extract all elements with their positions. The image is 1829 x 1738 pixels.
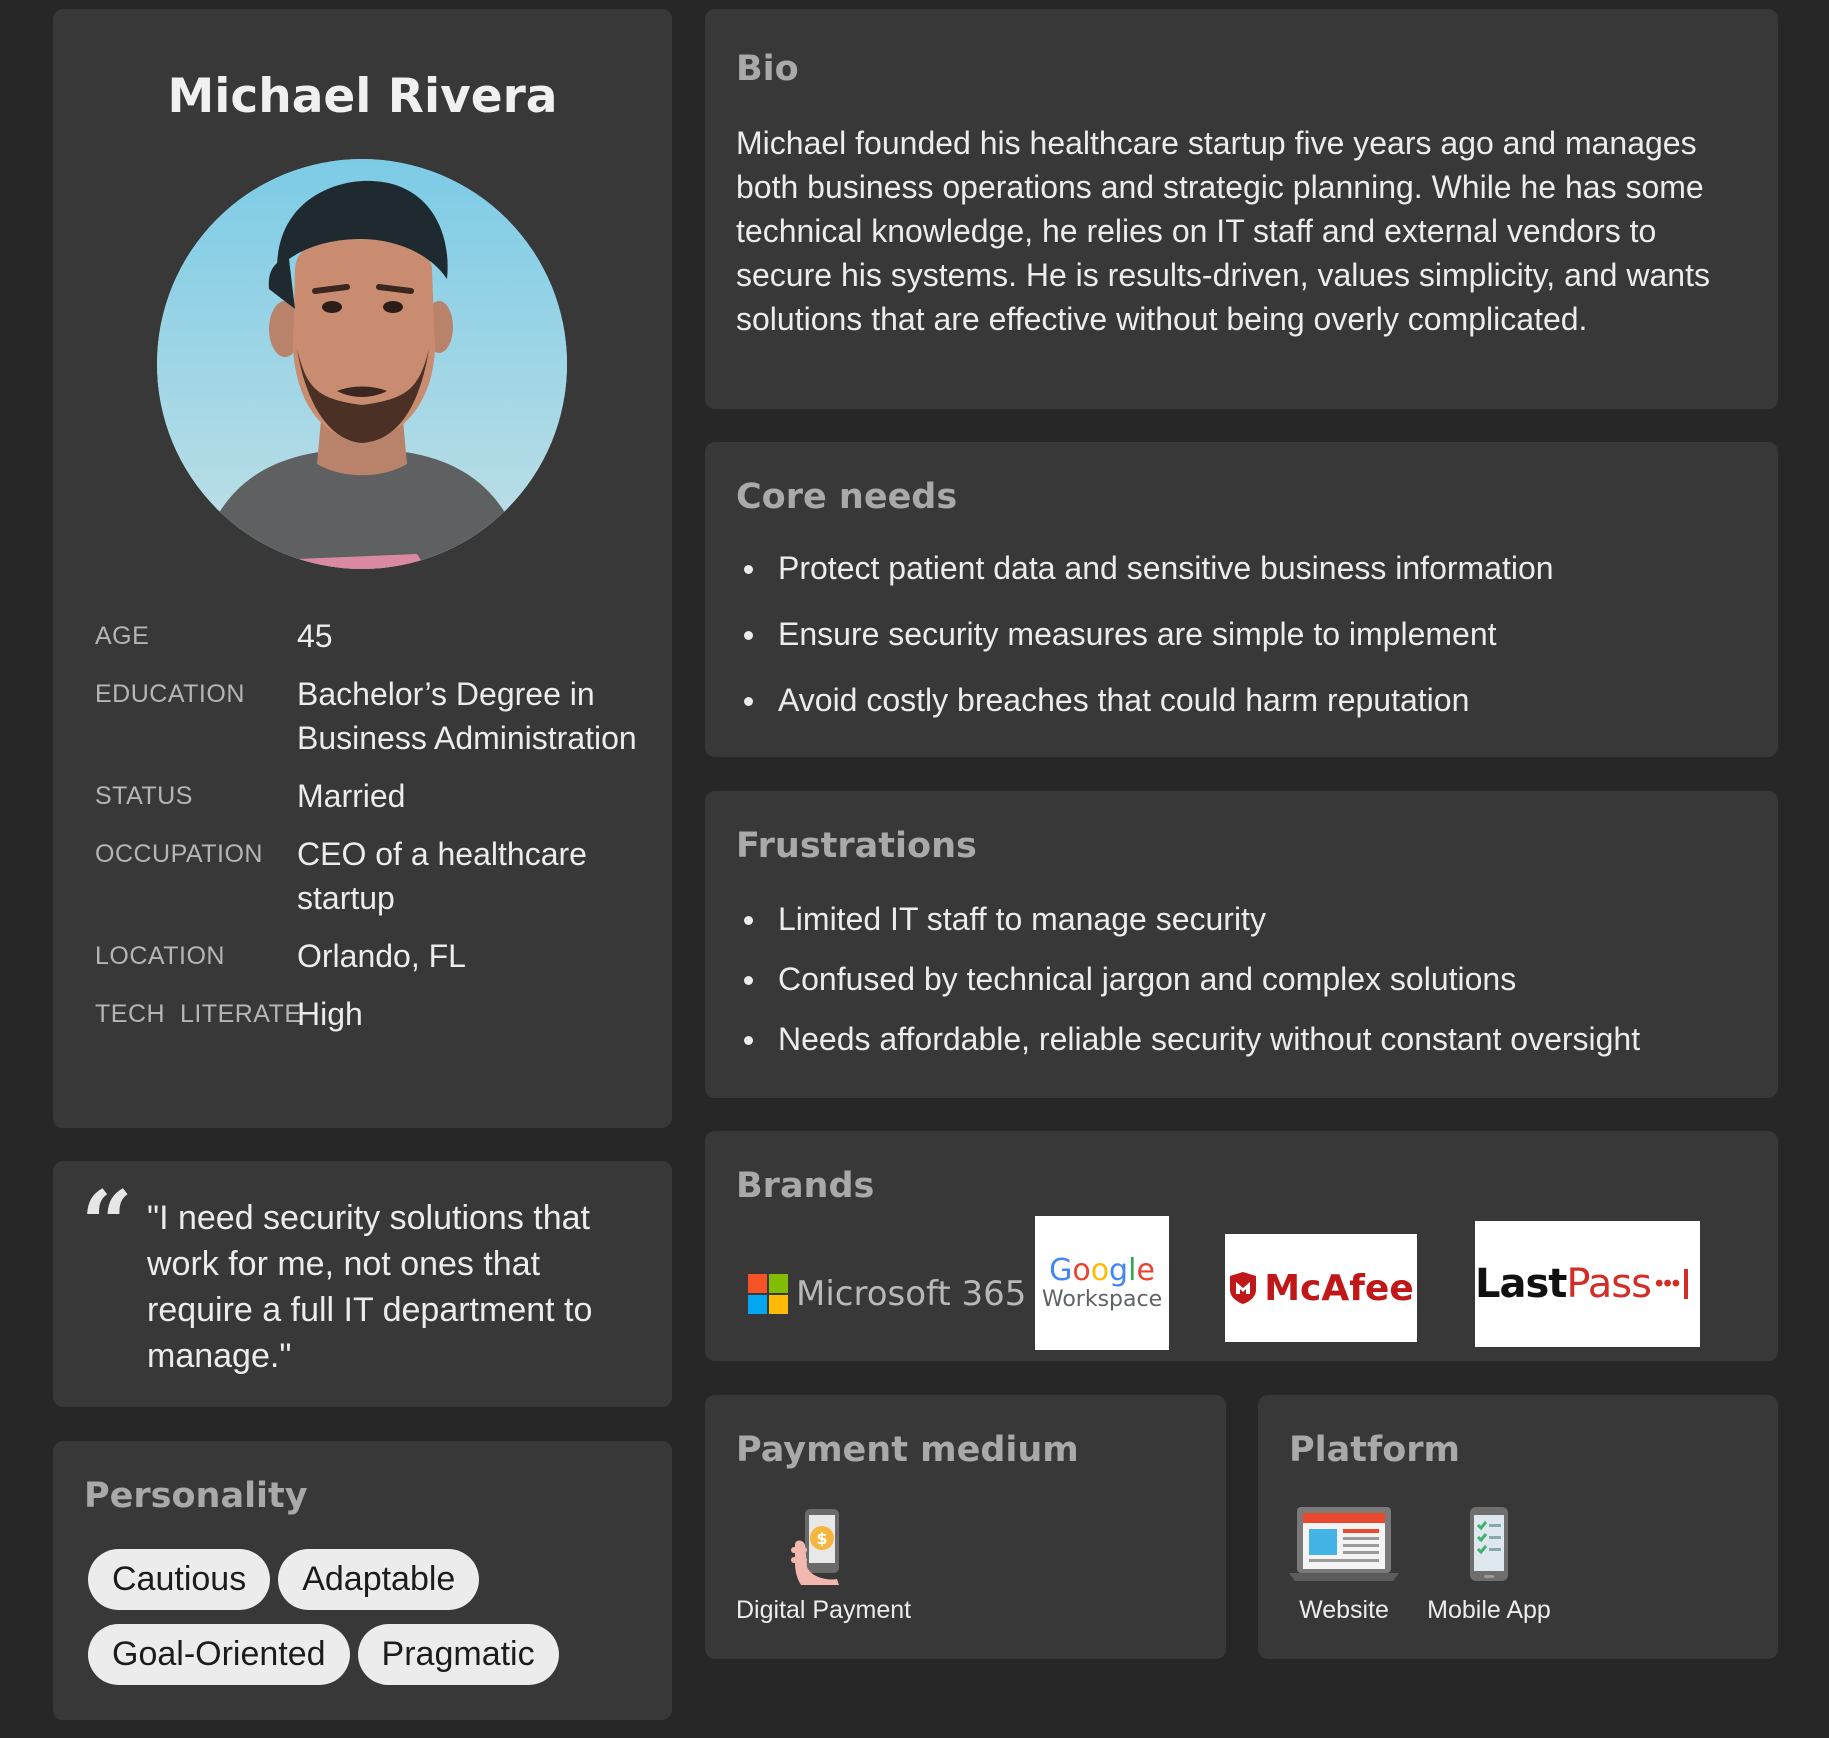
personality-tag: Pragmatic — [358, 1624, 559, 1685]
digital-payment-icon — [787, 1505, 857, 1585]
mcafee-shield-icon — [1228, 1272, 1258, 1304]
quote-mark-icon: “ — [81, 1171, 133, 1277]
fact-label: AGE — [95, 622, 150, 650]
core-needs-list — [736, 546, 1756, 744]
fact-status — [95, 774, 655, 818]
avatar-photo-icon — [157, 159, 567, 569]
fact-tech-literate — [95, 992, 655, 1036]
microsoft-365-logo — [748, 1269, 1026, 1319]
brand-name: Google — [1049, 1252, 1155, 1288]
brand-subname: Workspace — [1041, 1286, 1163, 1312]
fact-location — [95, 934, 655, 978]
fact-value: Bachelor’s Degree in Business Administration — [297, 676, 637, 756]
platform-item-mobile — [1424, 1505, 1554, 1625]
personality-tags — [88, 1549, 648, 1699]
payment-title: Payment medium — [736, 1430, 1079, 1470]
mobile-app-icon — [1464, 1505, 1514, 1585]
list-item: Confused by technical jargon and complex solutions — [736, 957, 1756, 1017]
persona-name: Michael Rivera — [167, 69, 558, 124]
laptop-website-icon — [1289, 1505, 1399, 1585]
fact-label: OCCUPATION — [95, 840, 263, 868]
platform-card — [1258, 1395, 1778, 1659]
fact-age — [95, 614, 655, 658]
frustrations-list — [736, 897, 1756, 1077]
brand-name: Last — [1475, 1261, 1567, 1307]
platform-item-website — [1289, 1505, 1399, 1625]
fact-value: 45 — [297, 618, 333, 654]
core-needs-card — [705, 442, 1778, 757]
personality-card — [53, 1441, 672, 1720]
fact-value: Married — [297, 778, 406, 814]
list-item: Protect patient data and sensitive business information — [736, 546, 1756, 612]
fact-value: Orlando, FL — [297, 938, 466, 974]
fact-value: CEO of a healthcare startup — [297, 836, 587, 916]
frustrations-title: Frustrations — [736, 826, 977, 866]
personality-tag: Adaptable — [278, 1549, 479, 1610]
brand-name-part: Pass — [1566, 1261, 1651, 1307]
brand-name: Microsoft 365 — [796, 1274, 1027, 1314]
lastpass-dots-icon: ••• — [1654, 1270, 1681, 1297]
brand-name: McAfee — [1264, 1267, 1414, 1309]
core-needs-title: Core needs — [736, 477, 958, 517]
payment-medium-card — [705, 1395, 1226, 1659]
list-item: Ensure security measures are simple to implement — [736, 612, 1756, 678]
platform-label: Website — [1299, 1596, 1389, 1624]
list-item: Limited IT staff to manage security — [736, 897, 1756, 957]
quote-card — [53, 1161, 672, 1407]
list-item: Avoid costly breaches that could harm reputation — [736, 678, 1756, 744]
bio-card — [705, 9, 1778, 409]
brands-title: Brands — [736, 1166, 875, 1206]
platform-title: Platform — [1289, 1430, 1461, 1470]
profile-facts — [95, 614, 655, 1050]
brands-card — [705, 1131, 1778, 1361]
personality-tag: Goal-Oriented — [88, 1624, 350, 1685]
list-item: Needs affordable, reliable security without constant oversight — [736, 1017, 1756, 1077]
lastpass-bar-icon — [1684, 1269, 1688, 1299]
microsoft-logo-icon — [748, 1274, 788, 1314]
fact-value: High — [297, 996, 363, 1032]
profile-card — [53, 9, 672, 1128]
bio-title: Bio — [736, 49, 799, 89]
fact-label: TECH LITERATE — [95, 1000, 302, 1028]
personality-title: Personality — [84, 1476, 308, 1516]
quote-text: "I need security solutions that work for me, not ones that require a full IT department to manage." — [147, 1199, 593, 1375]
platform-label: Mobile App — [1427, 1596, 1551, 1624]
bio-text: Michael founded his healthcare startup five years ago and manages both business operations and strategic planning. While he has some technical knowledge, he relies on IT staff and external vendors to secure his systems. He is results-driven, values simplicity, and wants solutions that are effective without being overly complicated. — [736, 125, 1710, 337]
payment-label: Digital Payment — [736, 1596, 912, 1624]
frustrations-card — [705, 791, 1778, 1098]
fact-education — [95, 672, 655, 760]
google-workspace-logo — [1035, 1216, 1169, 1350]
mcafee-logo — [1225, 1234, 1417, 1342]
fact-label: LOCATION — [95, 942, 225, 970]
avatar — [157, 159, 567, 569]
svg-text:$: $ — [816, 1529, 828, 1548]
fact-label: EDUCATION — [95, 680, 245, 708]
fact-label: STATUS — [95, 782, 193, 810]
lastpass-logo — [1475, 1221, 1700, 1347]
personality-tag: Cautious — [88, 1549, 270, 1610]
fact-occupation — [95, 832, 655, 920]
payment-item — [736, 1505, 912, 1625]
